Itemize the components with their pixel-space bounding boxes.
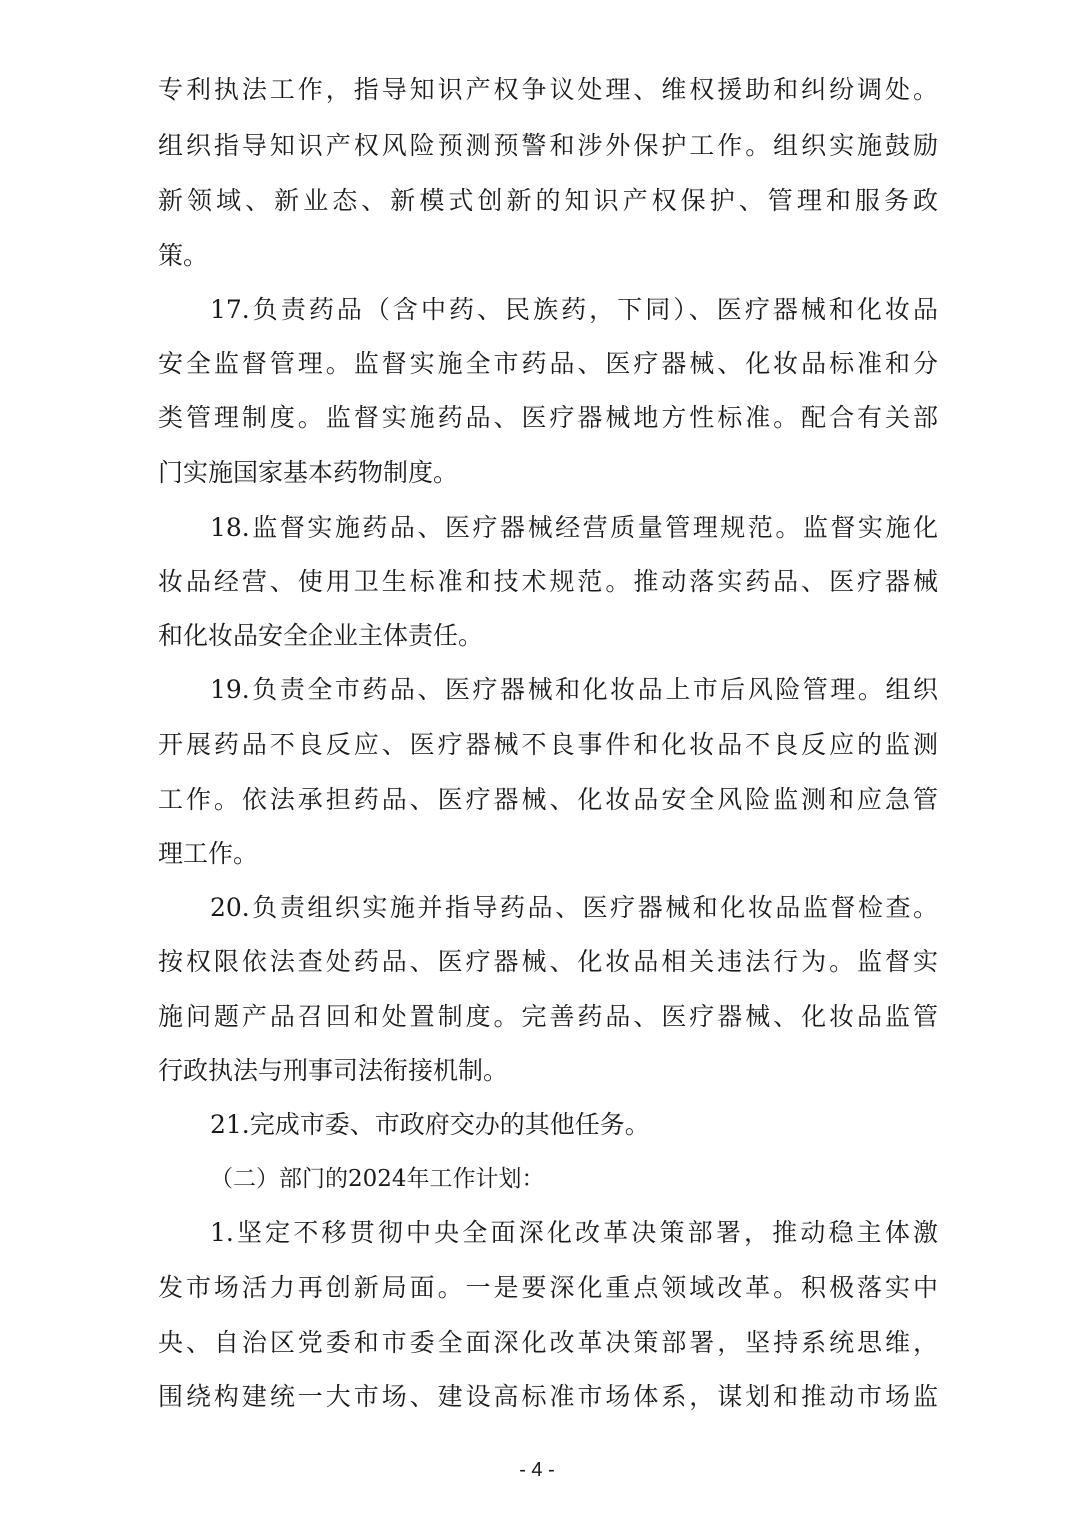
text-line: 安全监督管理。监督实施全市药品、医疗器械、化妆品标准和分: [158, 349, 938, 378]
text-line: 类管理制度。监督实施药品、医疗器械地方性标准。配合有关部: [158, 403, 938, 432]
text-line: 施问题产品召回和处置制度。完善药品、医疗器械、化妆品监管: [158, 1002, 938, 1031]
text-line: 开展药品不良反应、医疗器械不良事件和化妆品不良反应的监测: [158, 730, 938, 759]
text-line: 新领域、新业态、新模式创新的知识产权保护、管理和服务政: [158, 186, 938, 215]
text-line: 行政执法与刑事司法衔接机制。: [158, 1056, 509, 1085]
text-line: 理工作。: [158, 839, 259, 868]
text-line: 19.负责全市药品、医疗器械和化妆品上市后风险管理。组织: [210, 675, 938, 704]
section-heading: （二）部门的2024年工作计划：: [210, 1166, 545, 1192]
text-line: 专利执法工作，指导知识产权争议处理、维权援助和纠纷调处。: [158, 75, 938, 104]
page-number: - 4 -: [519, 1459, 555, 1481]
text-line: 17.负责药品（含中药、民族药，下同）、医疗器械和化妆品: [210, 295, 938, 324]
text-line: 妆品经营、使用卫生标准和技术规范。推动落实药品、医疗器械: [158, 567, 938, 596]
text-line: 围绕构建统一大市场、建设高标准市场体系，谋划和推动市场监: [158, 1382, 938, 1411]
text-line: 21.完成市委、市政府交办的其他任务。: [210, 1110, 650, 1139]
text-line: 策。: [158, 241, 209, 270]
text-line: 工作。依法承担药品、医疗器械、化妆品安全风险监测和应急管: [158, 785, 938, 814]
text-line: 18.监督实施药品、医疗器械经营质量管理规范。监督实施化: [210, 513, 938, 542]
text-line: 组织指导知识产权风险预测预警和涉外保护工作。组织实施鼓励: [158, 131, 938, 160]
text-line: 20.负责组织实施并指导药品、医疗器械和化妆品监督检查。: [210, 893, 938, 922]
text-line: 发市场活力再创新局面。一是要深化重点领域改革。积极落实中: [158, 1273, 938, 1302]
text-line: 按权限依法查处药品、医疗器械、化妆品相关违法行为。监督实: [158, 947, 938, 976]
text-line: 1.坚定不移贯彻中央全面深化改革决策部署，推动稳主体激: [210, 1218, 938, 1247]
text-line: 和化妆品安全企业主体责任。: [158, 621, 484, 650]
text-line: 门实施国家基本药物制度。: [158, 458, 459, 487]
text-line: 央、自治区党委和市委全面深化改革决策部署，坚持系统思维，: [158, 1328, 938, 1357]
